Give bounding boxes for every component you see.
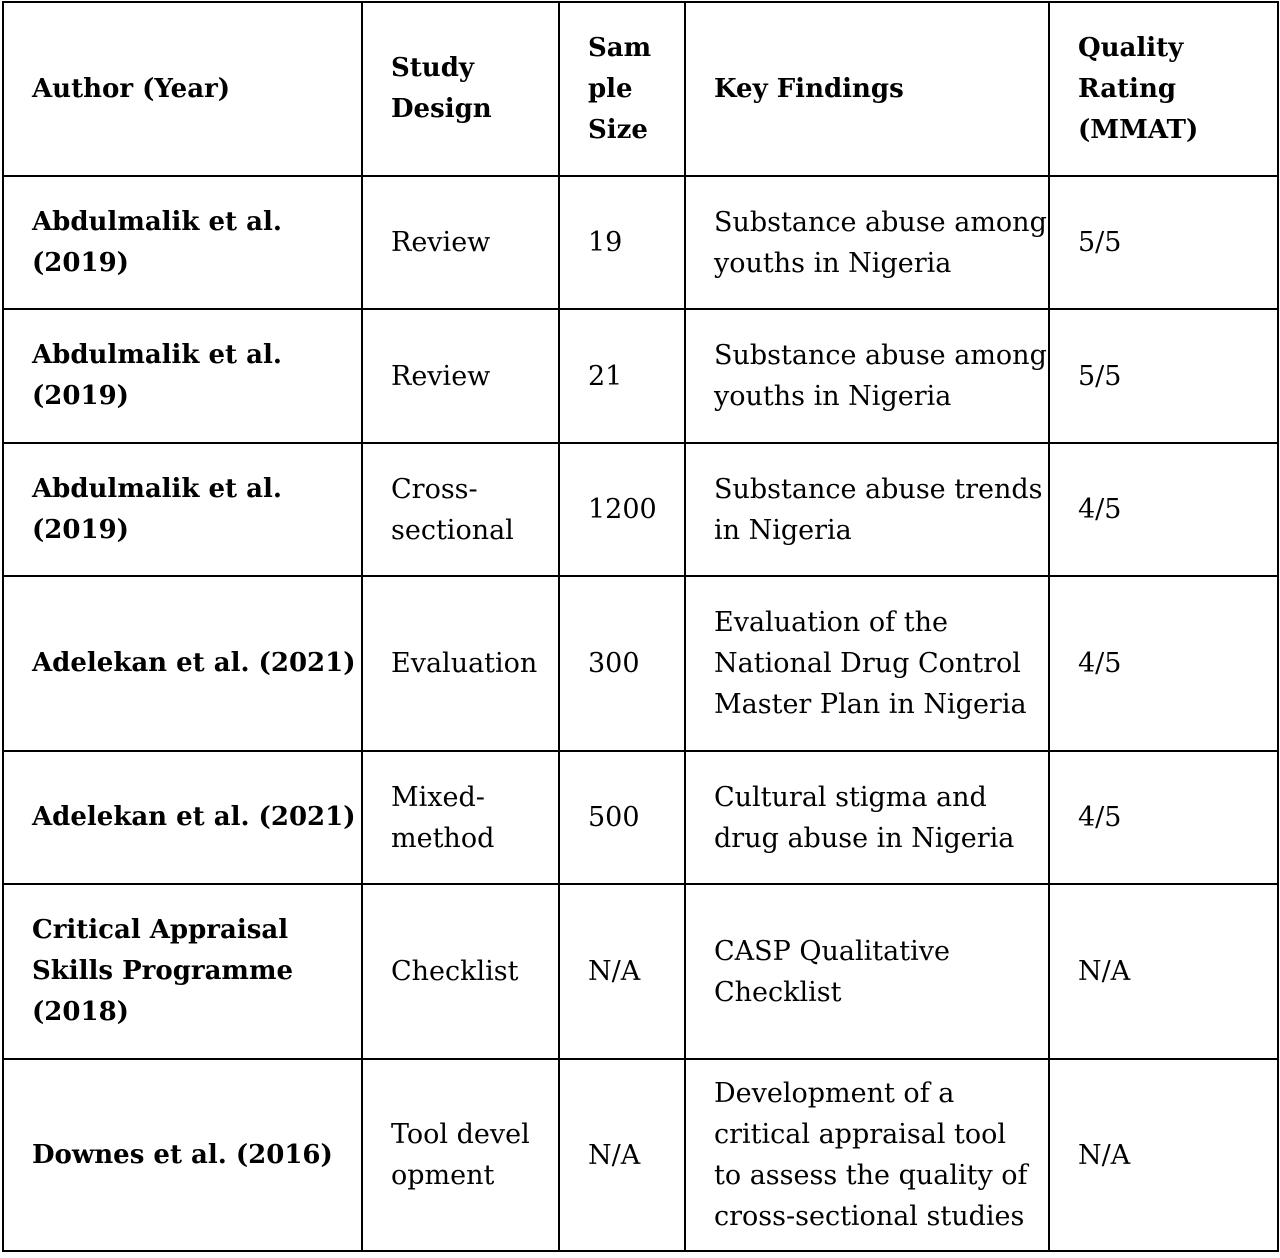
rating-cell: 4/5 [1049, 751, 1278, 884]
sample-cell: N/A [559, 884, 685, 1059]
findings-cell: Development of a critical appraisal tool to assess the quality of cross-sectional studies [685, 1059, 1049, 1251]
author-cell: Adelekan et al. (2021) [3, 576, 362, 751]
rating-cell: 4/5 [1049, 576, 1278, 751]
table-row [3, 884, 1278, 1059]
author-cell: Abdulmalik et al. (2019) [3, 443, 362, 576]
findings-cell: CASP Qualitative Checklist [685, 884, 1049, 1059]
table-row [3, 309, 1278, 443]
design-cell: Tool development [362, 1059, 559, 1251]
rating-cell: 4/5 [1049, 443, 1278, 576]
author-cell: Critical Appraisal Skills Programme (2018) [3, 884, 362, 1059]
design-cell: Cross-sectional [362, 443, 559, 576]
sample-cell: 21 [559, 309, 685, 443]
sample-cell: N/A [559, 1059, 685, 1251]
design-cell: Mixed-method [362, 751, 559, 884]
design-cell: Checklist [362, 884, 559, 1059]
table-row [3, 1059, 1278, 1251]
header-author-year: Author (Year) [3, 2, 362, 176]
sample-cell: 1200 [559, 443, 685, 576]
author-cell: Adelekan et al. (2021) [3, 751, 362, 884]
header-key-findings: Key Findings [685, 2, 1049, 176]
table-row [3, 751, 1278, 884]
studies-table [2, 1, 1279, 1252]
findings-cell: Cultural stigma and drug abuse in Nigeria [685, 751, 1049, 884]
author-cell: Abdulmalik et al. (2019) [3, 309, 362, 443]
author-cell: Downes et al. (2016) [3, 1059, 362, 1251]
header-quality-rating: Quality Rating (MMAT) [1049, 2, 1278, 176]
design-cell: Review [362, 176, 559, 309]
rating-cell: N/A [1049, 884, 1278, 1059]
author-cell: Abdulmalik et al. (2019) [3, 176, 362, 309]
rating-cell: 5/5 [1049, 176, 1278, 309]
table-row [3, 443, 1278, 576]
sample-cell: 300 [559, 576, 685, 751]
header-sample-size: Sample Size [559, 2, 685, 176]
sample-cell: 500 [559, 751, 685, 884]
table-row [3, 176, 1278, 309]
findings-cell: Substance abuse trends in Nigeria [685, 443, 1049, 576]
sample-cell: 19 [559, 176, 685, 309]
findings-cell: Substance abuse among youths in Nigeria [685, 176, 1049, 309]
header-study-design: Study Design [362, 2, 559, 176]
rating-cell: N/A [1049, 1059, 1278, 1251]
design-cell: Evaluation [362, 576, 559, 751]
findings-cell: Substance abuse among youths in Nigeria [685, 309, 1049, 443]
design-cell: Review [362, 309, 559, 443]
findings-cell: Evaluation of the National Drug Control Master Plan in Nigeria [685, 576, 1049, 751]
table-row [3, 576, 1278, 751]
rating-cell: 5/5 [1049, 309, 1278, 443]
table-header-row [3, 2, 1278, 176]
